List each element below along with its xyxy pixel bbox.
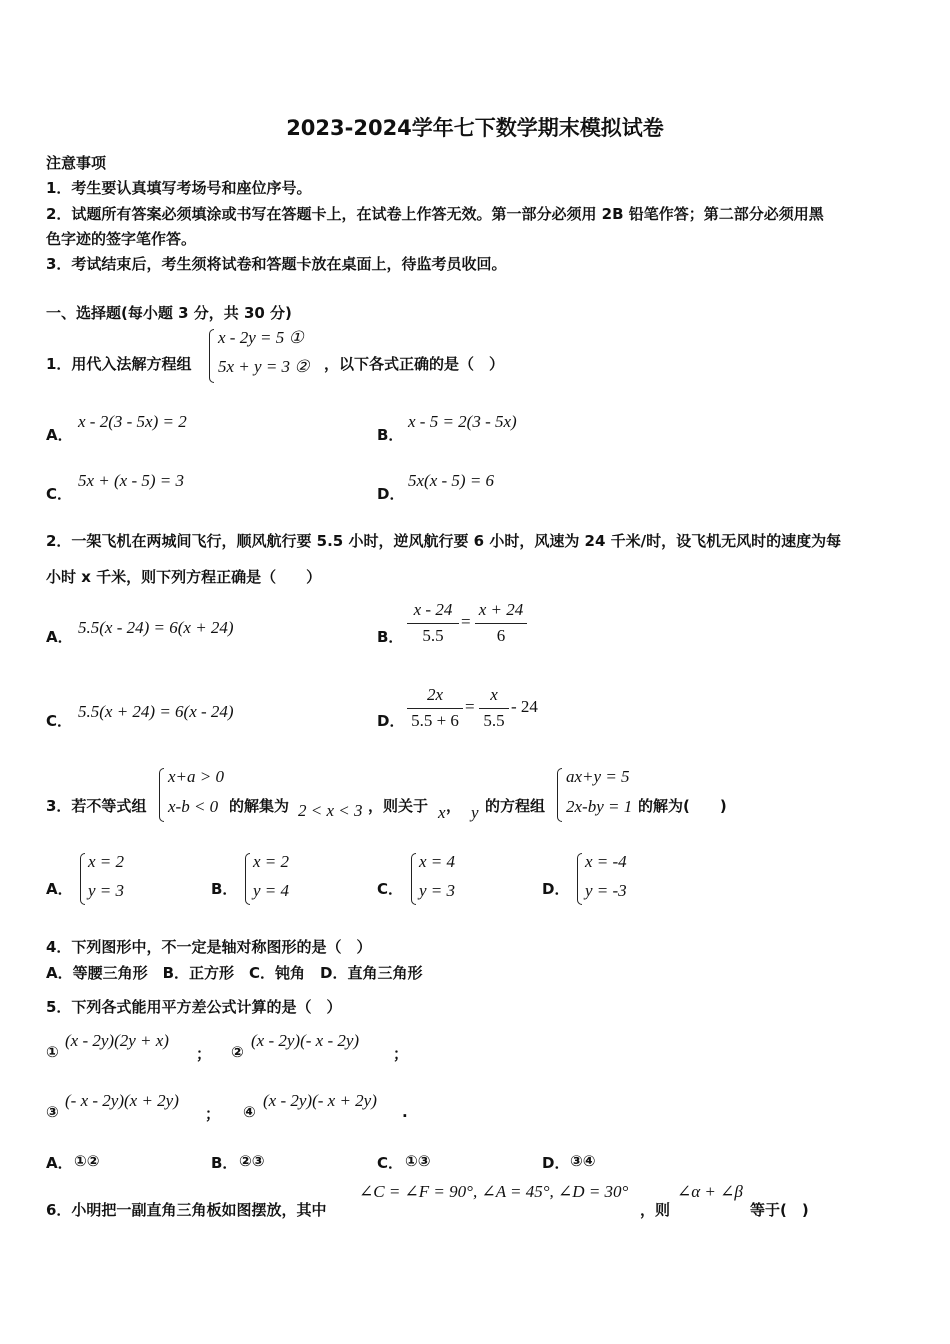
q2-option-d-num-left: 2x <box>426 685 444 704</box>
q5-item-3-expr: (- x - 2y)(x + 2y) <box>65 1091 179 1110</box>
q2-option-b-num-left: x - 24 <box>413 600 453 619</box>
notice-item-1: 1．考生要认真填写考场号和座位序号。 <box>46 179 312 197</box>
q6-stem-prefix: 6．小明把一副直角三角板如图摆放，其中 <box>46 1201 327 1219</box>
q2-option-d-fraction-left <box>407 685 463 731</box>
q3-comma: ， <box>446 797 462 815</box>
q1-option-a-label: A． <box>46 426 73 444</box>
q3-option-b-line-2: y = 4 <box>253 881 290 900</box>
q3-option-b-brace <box>245 853 250 905</box>
q2-option-d-den-left: 5.5 + 6 <box>411 711 459 730</box>
q1-option-c-label: C． <box>46 485 73 503</box>
q2-option-d-den-right: 5.5 <box>483 711 505 730</box>
q3-option-d-label: D． <box>542 880 570 898</box>
q6-stem-suffix: 等于( ) <box>750 1201 809 1219</box>
q6-target: ∠α + ∠β <box>677 1182 743 1201</box>
q1-stem-prefix: 1．用代入法解方程组 <box>46 355 192 373</box>
q1-option-a-expr: x - 2(3 - 5x) = 2 <box>78 412 187 431</box>
q3-stem-mid-1: 的解集为 <box>229 797 290 815</box>
q5-option-b-label: B． <box>211 1154 238 1172</box>
q2-option-c-expr: 5.5(x + 24) = 6(x - 24) <box>78 702 234 721</box>
q3-option-d-brace <box>577 853 582 905</box>
page-title: 2023-2024学年七下数学期末模拟试卷 <box>286 116 664 140</box>
q5-stem: 5．下列各式能用平方差公式计算的是（ ） <box>46 998 342 1016</box>
q1-option-d-expr: 5x(x - 5) = 6 <box>408 471 495 490</box>
q1-option-b-label: B． <box>377 426 404 444</box>
notice-item-2-cont: 色字迹的签字笔作答。 <box>46 230 197 248</box>
q3-stem-mid-3: 的方程组 <box>485 797 546 815</box>
q3-option-c-line-2: y = 3 <box>419 881 456 900</box>
q2-option-d-fraction-right <box>479 685 509 731</box>
fraction-bar <box>407 623 459 624</box>
q1-option-c-expr: 5x + (x - 5) = 3 <box>78 471 185 490</box>
q5-item-2-expr: (x - 2y)(- x - 2y) <box>251 1031 360 1050</box>
q3-stem-mid-2: ，则关于 <box>368 797 429 815</box>
q2-option-a-label: A． <box>46 628 73 646</box>
q5-option-c-value: ①③ <box>405 1152 431 1170</box>
q3-option-a-line-2: y = 3 <box>88 881 125 900</box>
q2-option-b-equals: = <box>461 612 471 631</box>
q5-option-d-value: ③④ <box>570 1152 596 1170</box>
q3-option-c-brace <box>411 853 416 905</box>
q3-inequality-1: x+a > 0 <box>168 767 224 786</box>
q3-equation-2: 2x-by = 1 <box>566 797 633 816</box>
q3-system-brace <box>557 768 562 822</box>
q4-options: A．等腰三角形 B．正方形 C．钝角 D．直角三角形 <box>46 964 423 982</box>
q2-option-a-expr: 5.5(x - 24) = 6(x + 24) <box>78 618 234 637</box>
q3-option-b-line-1: x = 2 <box>253 852 290 871</box>
q5-item-1-mark: ① <box>46 1043 59 1061</box>
q3-option-a-brace <box>80 853 85 905</box>
q3-inequality-brace <box>159 768 164 822</box>
q1-system-brace <box>209 329 214 383</box>
q5-option-a-value: ①② <box>74 1152 100 1170</box>
q1-stem-suffix: ，以下各式正确的是（ ） <box>324 355 505 373</box>
fraction-bar <box>475 623 527 624</box>
q3-equation-1: ax+y = 5 <box>566 767 630 786</box>
q5-option-b-value: ②③ <box>239 1152 265 1170</box>
q1-equation-1: x - 2y = 5 ① <box>218 328 304 347</box>
q3-solution-range: 2 < x < 3 <box>298 801 363 820</box>
fraction-bar <box>479 708 509 709</box>
q5-item-2-sep: ； <box>393 1045 409 1063</box>
q5-item-1-sep: ； <box>196 1045 212 1063</box>
q3-option-a-line-1: x = 2 <box>88 852 125 871</box>
q6-stem-mid: ，则 <box>640 1201 671 1219</box>
q3-option-c-label: C． <box>377 880 404 898</box>
q3-option-c-line-1: x = 4 <box>419 852 456 871</box>
q2-option-b-den-right: 6 <box>496 626 506 645</box>
notice-item-3: 3．考试结束后，考生须将试卷和答题卡放在桌面上，待监考员收回。 <box>46 255 507 273</box>
q3-stem-suffix: 的解为( ) <box>638 797 727 815</box>
q3-var-x: x <box>438 803 446 822</box>
notice-heading: 注意事项 <box>46 154 107 172</box>
q2-option-d-equals: = <box>465 697 475 716</box>
q5-option-c-label: C． <box>377 1154 404 1172</box>
q5-item-4-sep: . <box>402 1103 408 1121</box>
q2-stem-line-1: 2．一架飞机在两城间飞行，顺风航行要 5.5 小时，逆风航行要 6 小时，风速为 24 千米/时，设飞机无风时的速度为每 <box>46 532 842 550</box>
q2-option-b-label: B． <box>377 628 404 646</box>
notice-item-2: 2．试题所有答案必须填涂或书写在答题卡上，在试卷上作答无效。第一部分必须用 2B 铅笔作答；第二部分必须用黑 <box>46 205 824 223</box>
q5-item-3-mark: ③ <box>46 1103 59 1121</box>
q2-option-b-num-right: x + 24 <box>478 600 524 619</box>
q1-option-d-label: D． <box>377 485 405 503</box>
q5-option-d-label: D． <box>542 1154 570 1172</box>
q2-option-b-fraction-left <box>407 600 459 646</box>
q2-option-b-den-left: 5.5 <box>422 626 444 645</box>
q5-item-3-sep: ； <box>205 1105 221 1123</box>
q2-stem-line-2: 小时 x 千米，则下列方程正确是（ ） <box>46 568 322 586</box>
q3-option-d-line-1: x = -4 <box>585 852 627 871</box>
q1-equation-2: 5x + y = 3 ② <box>218 357 310 376</box>
section-heading: 一、选择题(每小题 3 分，共 30 分) <box>46 304 292 322</box>
q6-condition: ∠C = ∠F = 90°, ∠A = 45°, ∠D = 30° <box>359 1182 629 1201</box>
q2-option-b-fraction-right <box>475 600 527 646</box>
q5-item-4-mark: ④ <box>243 1103 256 1121</box>
q5-item-1-expr: (x - 2y)(2y + x) <box>65 1031 169 1050</box>
q2-option-c-label: C． <box>46 712 73 730</box>
q4-stem: 4．下列图形中，不一定是轴对称图形的是（ ） <box>46 938 372 956</box>
q5-item-4-expr: (x - 2y)(- x + 2y) <box>263 1091 377 1110</box>
q2-option-d-num-right: x <box>490 685 498 704</box>
q2-option-d-tail: - 24 <box>511 697 538 716</box>
q3-stem-prefix: 3．若不等式组 <box>46 797 147 815</box>
q3-option-b-label: B． <box>211 880 238 898</box>
fraction-bar <box>407 708 463 709</box>
q1-option-b-expr: x - 5 = 2(3 - 5x) <box>408 412 517 431</box>
q2-option-d-label: D． <box>377 712 405 730</box>
q5-item-2-mark: ② <box>231 1043 244 1061</box>
q3-var-y: y <box>471 803 479 822</box>
q3-option-a-label: A． <box>46 880 73 898</box>
q3-option-d-line-2: y = -3 <box>585 881 627 900</box>
q3-inequality-2: x-b < 0 <box>168 797 219 816</box>
q5-option-a-label: A． <box>46 1154 73 1172</box>
